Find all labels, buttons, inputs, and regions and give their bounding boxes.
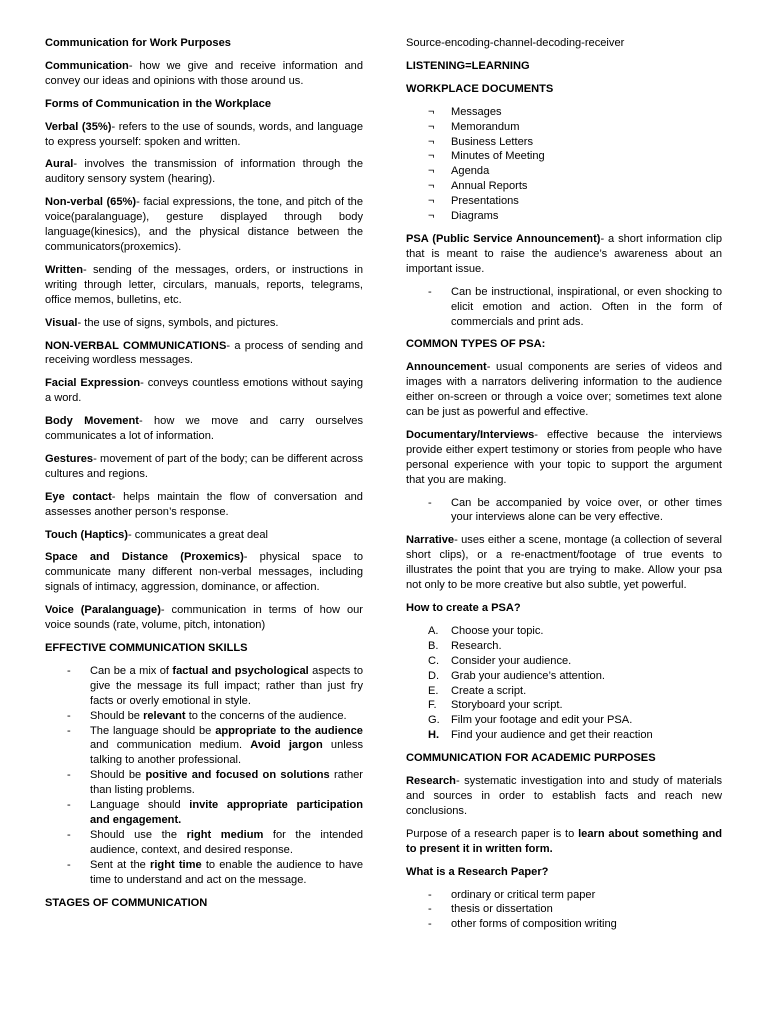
definition-psa: PSA (Public Service Announcement)- a short information clip that is meant to raise the audience’s awareness about an important issue.	[406, 232, 722, 275]
left-column	[45, 36, 363, 918]
definition-communication: Communication- how we give and receive information and convey our ideas and opinions with those around us.	[45, 59, 363, 87]
research-purpose: Purpose of a research paper is to learn about something and to present it in written form.	[406, 827, 722, 855]
definition-eye: Eye contact- helps maintain the flow of conversation and assesses another person’s response.	[45, 490, 363, 518]
list-item: - Sent at the right time to enable the audience to have time to understand and act on the message.	[45, 858, 363, 888]
list-item: - Can be accompanied by voice over, or other times your interviews alone can be very effective.	[406, 496, 722, 526]
section-heading-documents: WORKPLACE DOCUMENTS	[406, 82, 554, 95]
list-item: A. Choose your topic.	[428, 624, 544, 637]
list-item: - Language should invite appropriate participation and engagement.	[45, 798, 363, 828]
definition-body: Body Movement- how we move and carry ourselves communicates a lot of information.	[45, 415, 363, 443]
listening-heading: LISTENING=LEARNING	[406, 59, 530, 72]
list-item: ¬ Business Letters	[406, 135, 722, 150]
list-item: ¬ Annual Reports	[406, 179, 722, 194]
documentary-notes	[406, 496, 722, 526]
list-item: - Should use the right medium for the intended audience, context, and desired response.	[45, 828, 363, 858]
definition-nonverbal: Non-verbal (65%)- facial expressions, the tone, and pitch of the voice(paralanguage), gesture displayed through body language(kinesics), and the physical distance between the communicators(proxemics).	[45, 196, 363, 253]
section-heading-forms: Forms of Communication in the Workplace	[45, 97, 272, 110]
list-item: ¬ Messages	[406, 105, 722, 120]
definition-voice: Voice (Paralanguage)- communication in terms of how our voice sounds (rate, volume, pitch, intonation)	[45, 604, 363, 632]
definition-facial: Facial Expression- conveys countless emotions without saying a word.	[45, 377, 364, 405]
list-item: ¬ Minutes of Meeting	[406, 149, 722, 164]
definition-verbal: Verbal (35%)- refers to the use of sounds, words, and language to express yourself: spoken and written.	[45, 120, 363, 148]
section-heading-academic: COMMUNICATION FOR ACADEMIC PURPOSES	[406, 752, 656, 765]
document-title: Communication for Work Purposes	[45, 37, 231, 49]
list-item: - The language should be appropriate to the audience and communication medium. Avoid jargon unless talking to another professional.	[45, 724, 363, 769]
section-heading-howto: How to create a PSA?	[406, 602, 521, 614]
definition-documentary: Documentary/Interviews- effective because the interviews provide either expert testimony or stories from people who have personal experience with your topic to support the argument that you are making.	[406, 428, 722, 486]
section-heading-research-paper: What is a Research Paper?	[406, 865, 549, 878]
list-item: - thesis or dissertation	[406, 902, 722, 917]
definition-touch: Touch (Haptics)- communicates a great deal	[45, 528, 268, 541]
list-item: - ordinary or critical term paper	[406, 888, 722, 903]
definition-written: Written- sending of the messages, orders, or instructions in writing through letter, circulars, manuals, reports, telegrams, office memos, bulletins, etc.	[45, 263, 363, 306]
definition-narrative: Narrative- uses either a scene, montage (a collection of several short clips), or a re-enactment/footage of true events to illustrates the point that you are trying to make. Allow your psa not only to be more creative but also subtle, yet powerful.	[406, 534, 722, 592]
section-heading-skills: EFFECTIVE COMMUNICATION SKILLS	[45, 642, 248, 654]
communication-process: Source-encoding-channel-decoding-receiver	[406, 37, 625, 49]
definition-visual: Visual- the use of signs, symbols, and pictures.	[45, 316, 279, 329]
definition-research: Research- systematic investigation into and study of materials and sources in order to establish facts and reach new conclusions.	[406, 775, 722, 817]
definition-gestures: Gestures- movement of part of the body; can be different across cultures and regions.	[45, 452, 363, 480]
list-item: ¬ Memorandum	[406, 120, 722, 135]
list-item: C. Consider your audience.	[428, 654, 572, 667]
skills-list	[45, 664, 363, 888]
definition-announcement: Announcement- usual components are series of videos and images with a narrators delivering information to the audience either on-screen or through a voice over; sometimes text alone can be just as powerful and effective.	[406, 361, 722, 419]
term: Communication	[45, 59, 129, 72]
section-heading-psa-types: COMMON TYPES OF PSA:	[406, 338, 546, 351]
definition-aural: Aural- involves the transmission of information through the auditory sensory system (hearing).	[45, 158, 363, 186]
list-item: B. Research.	[428, 639, 502, 652]
documents-list	[406, 105, 722, 224]
list-item: - Can be a mix of factual and psychological aspects to give the message its full impact; rather than just fry facts or overly emotional in style.	[45, 664, 363, 709]
paper-types-list	[406, 888, 722, 933]
psa-notes	[406, 285, 722, 330]
list-item: H. Find your audience and get their reaction	[428, 729, 653, 742]
list-item: ¬ Agenda	[406, 164, 722, 179]
list-item: F. Storyboard your script.	[428, 699, 563, 712]
list-item: ¬ Presentations	[406, 194, 722, 209]
definition-nvc: NON-VERBAL COMMUNICATIONS- a process of sending and receiving wordless messages.	[45, 339, 363, 367]
definition-space: Space and Distance (Proxemics)- physical space to communicate many different non-verbal messages, including signals of intimacy, aggression, dominance, or affection.	[45, 551, 363, 594]
list-item: - Should be positive and focused on solutions rather than listing problems.	[45, 768, 363, 798]
list-item: - other forms of composition writing	[406, 917, 722, 932]
list-item: - Should be relevant to the concerns of the audience.	[45, 709, 363, 724]
section-heading-stages: STAGES OF COMMUNICATION	[45, 896, 208, 909]
list-item: G. Film your footage and edit your PSA.	[428, 714, 633, 727]
steps-list	[406, 624, 722, 743]
list-item: D. Grab your audience’s attention.	[428, 669, 605, 682]
right-column	[406, 36, 722, 940]
list-item: E. Create a script.	[428, 684, 527, 697]
list-item: - Can be instructional, inspirational, or even shocking to elicit emotion and action. Often in the form of commercials and print ads.	[406, 285, 722, 330]
list-item: ¬ Diagrams	[406, 209, 722, 224]
